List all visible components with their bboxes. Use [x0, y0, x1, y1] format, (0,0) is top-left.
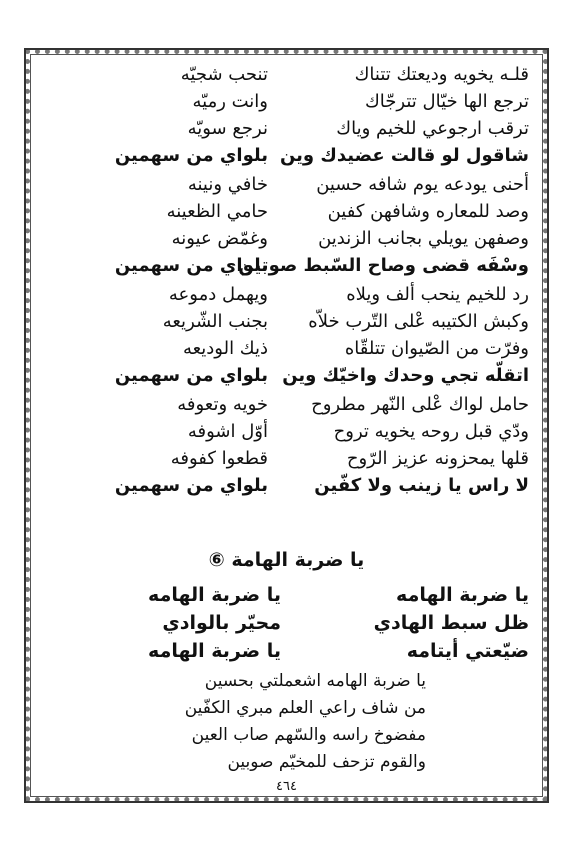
poem-line	[36, 172, 537, 198]
wide-line-left: يا ضربة الهامه	[148, 640, 281, 662]
poem-line	[36, 282, 537, 308]
wide-line-right: ضيّعتي أيتامه	[406, 640, 529, 662]
poem-line-left: بلواي من سهمين	[114, 475, 268, 496]
poem-line-right: اتقلّه تجي وحدك واخيّك وين	[282, 365, 529, 386]
poem-line	[36, 336, 537, 362]
poem-line	[36, 226, 537, 252]
poem-line	[36, 62, 537, 88]
section-wide-line	[36, 580, 537, 610]
poem-refrain-line	[36, 363, 537, 389]
poem-line	[36, 446, 537, 472]
poem-line	[36, 309, 537, 335]
poem-line-right: شاقول لو قالت عضيدك وين	[279, 145, 529, 166]
poem-line	[36, 116, 537, 142]
poem-line-right: قلـه يخويه وديعتك تتناك	[354, 64, 529, 85]
poem-refrain-line	[36, 143, 537, 169]
poem-line-right: وسْفَه قضى وصاح السّبط صوتين	[238, 255, 529, 276]
poem-line-right: أحنى يودعه يوم شافه حسين	[316, 174, 529, 195]
wide-line-left: محيّر بالوادي	[162, 612, 281, 634]
section-center-line: يا ضربة الهامه اشعملتي بحسين	[204, 671, 426, 691]
poem-line-left: بجنب الشّريعه	[162, 311, 268, 332]
poem-line-left: أوّل اشوفه	[187, 421, 268, 442]
section-center-line: مفضوخ راسه والسّهم صاب العين	[191, 725, 426, 745]
poem-line	[36, 419, 537, 445]
poem-line-left: بلواي من سهمين	[114, 145, 268, 166]
section-wide-line	[36, 608, 537, 638]
wide-line-right: يا ضربة الهامه	[396, 584, 529, 606]
poem-line-left: ويهمل دموعه	[168, 284, 268, 305]
poem-line-right: لا راس يا زينب ولا كفّين	[314, 475, 529, 496]
section-title: يا ضربة الهامة ⑥	[208, 549, 365, 571]
poem-refrain-line	[36, 253, 537, 279]
poem-line	[36, 392, 537, 418]
poem-line-right: رد للخيم ينحب ألف ويلاه	[346, 284, 529, 305]
poem-line-right: وفرّت من الصّيوان تتلقّاه	[344, 338, 529, 359]
wide-line-left: يا ضربة الهامه	[148, 584, 281, 606]
wide-line-right: ظل سبط الهادي	[373, 612, 529, 634]
section-wide-line	[36, 636, 537, 666]
page-content	[36, 60, 537, 794]
poem-line-left: خويه وتعوفه	[177, 394, 268, 415]
poem-line-left: خافي ونينه	[187, 174, 268, 195]
poem-line-left: ذيك الوديعه	[182, 338, 268, 359]
poem-line-right: ودّي قبل روحه يخويه تروح	[333, 421, 529, 442]
poem-line-left: حامي الظعينه	[166, 201, 268, 222]
poem-line-right: حامل لواك عْلى النّهر مطروح	[311, 394, 529, 415]
poem-line-right: قلها يمحزونه عزيز الرّوح	[346, 448, 529, 469]
section-center-line: من شاف راعي العلم مبري الكفّين	[184, 698, 426, 718]
poem-line-right: ترقب ارجوعي للخيم وياك	[336, 118, 529, 139]
section-center-line: والقوم تزحف للمخيّم صوبين	[227, 752, 426, 772]
poem-line-right: وصفهن يويلي بجانب الزندين	[318, 228, 529, 249]
poem-line	[36, 199, 537, 225]
poem-refrain-line	[36, 473, 537, 499]
poem-line-right: وكبش الكتيبه عْلى التّرب خلاّه	[308, 311, 529, 332]
poem-line-right: ترجع الها خيّال تترجّاك	[364, 91, 529, 112]
poem-line	[36, 89, 537, 115]
poem-line-left: وغمّض عيونه	[171, 228, 268, 249]
poem-line-right: وصد للمعاره وشافهن كفين	[327, 201, 529, 222]
poem-line-left: تنحب شجيّه	[180, 64, 268, 85]
page-number: ٤٦٤	[276, 779, 297, 794]
poem-line-left: قطعوا كفوفه	[170, 448, 268, 469]
poem-line-left: وانت رميّه	[192, 91, 268, 112]
poem-line-left: بلواي من سهمين	[114, 255, 268, 276]
poem-line-left: بلواي من سهمين	[114, 365, 268, 386]
poem-line-left: نرجع سويّه	[187, 118, 268, 139]
